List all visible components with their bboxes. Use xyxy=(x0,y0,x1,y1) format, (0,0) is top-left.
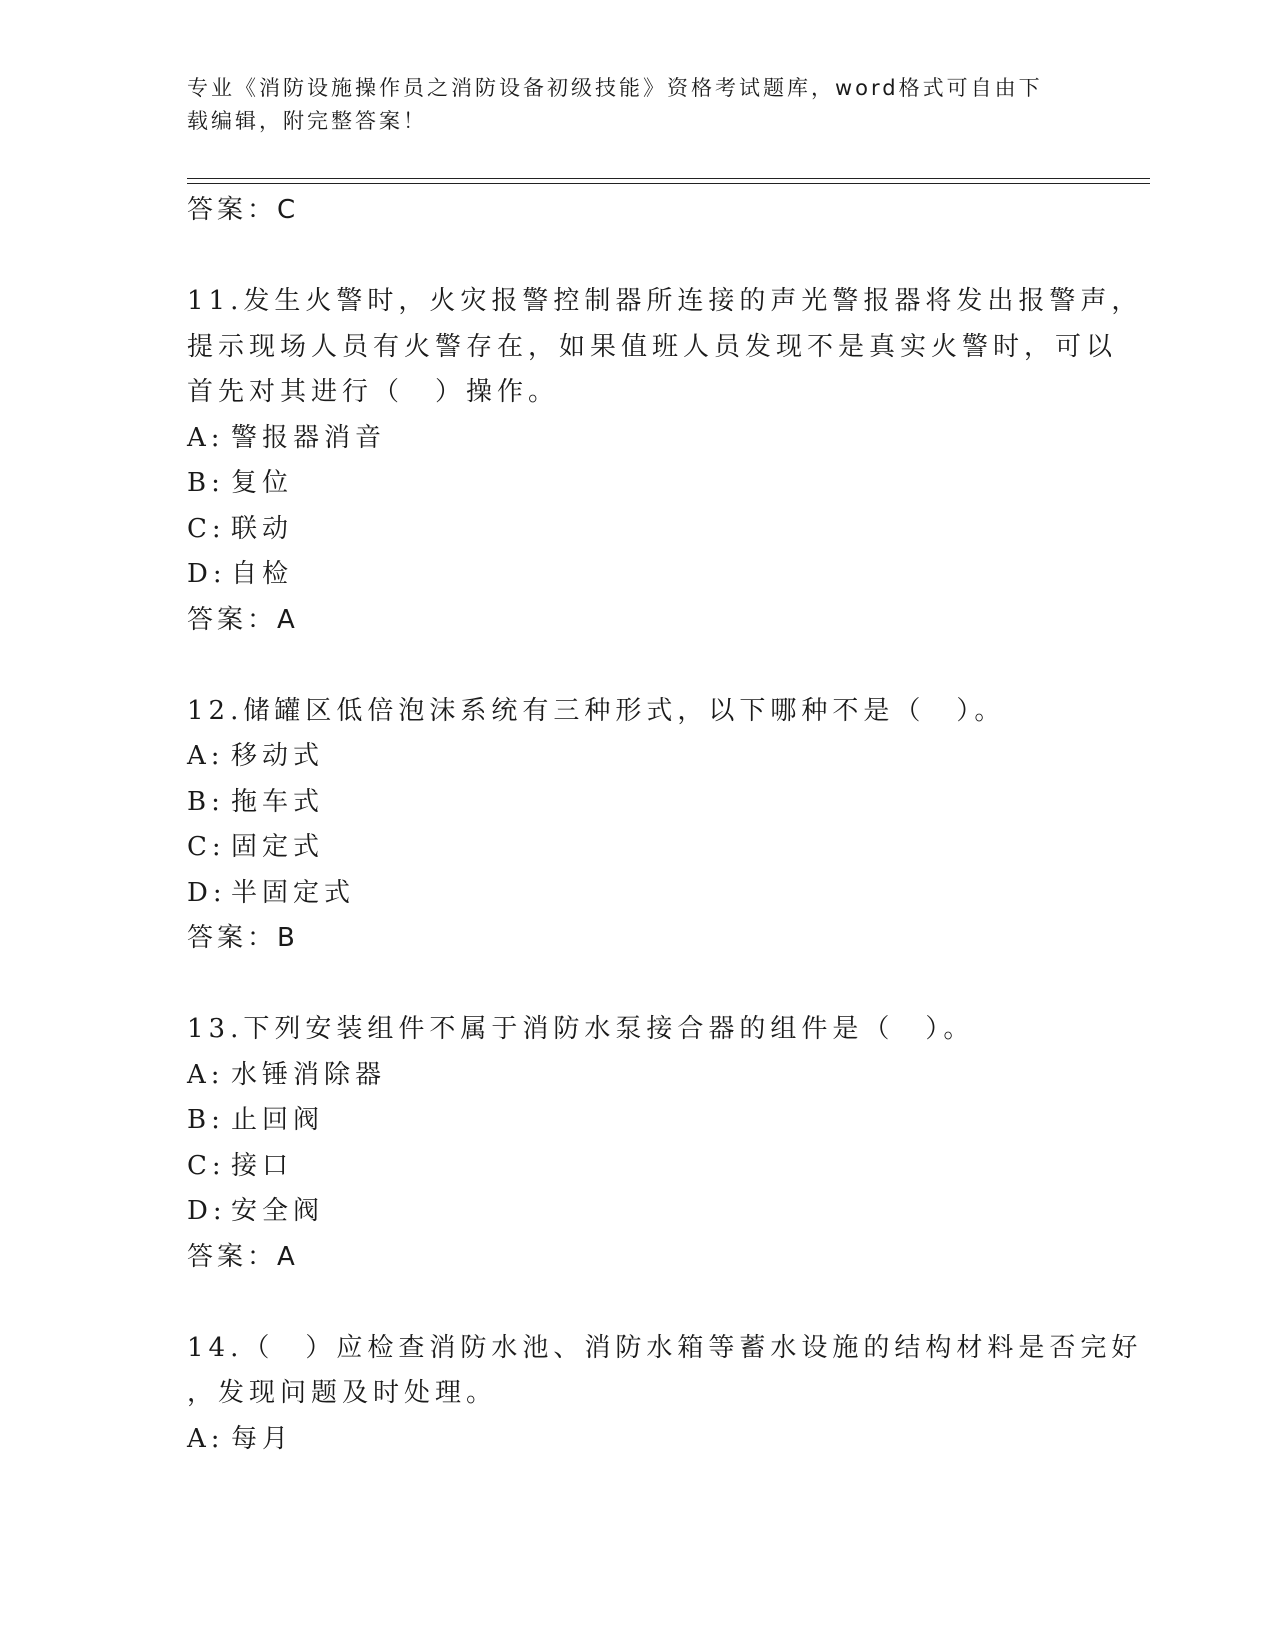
option-a xyxy=(187,1053,1087,1099)
option-key: B: xyxy=(187,1105,225,1135)
option-key: B: xyxy=(187,786,225,817)
option-b xyxy=(187,461,1087,507)
question-stem-line: 14.（ ）应检查消防水池、消防水箱等蓄水设施的结构材料是否完好 xyxy=(187,1332,1143,1363)
option-key: A: xyxy=(187,422,225,453)
option-text: 固定式 xyxy=(231,832,325,862)
option-text: 水锤消除器 xyxy=(231,1059,387,1090)
question-11 xyxy=(187,279,1143,643)
option-key: C: xyxy=(187,832,226,862)
option-text: 每月 xyxy=(231,1423,294,1454)
spacer xyxy=(187,643,1087,689)
option-a xyxy=(187,1417,1087,1463)
question-14 xyxy=(187,1326,1143,1463)
option-text: 复位 xyxy=(231,468,294,498)
header-note xyxy=(187,72,1087,138)
question-content xyxy=(187,188,1143,1462)
option-text: 拖车式 xyxy=(231,786,325,817)
question-stem-line: 11.发生火警时，火灾报警控制器所连接的声光警报器将发出报警声， xyxy=(187,286,1143,316)
option-a xyxy=(187,734,1087,780)
header-line-1: 专业《消防设施操作员之消防设备初级技能》资格考试题库，word格式可自由下 xyxy=(187,76,1043,100)
spacer xyxy=(187,234,1087,280)
question-stem-line: 首先对其进行（ ）操作。 xyxy=(187,377,560,407)
question-13 xyxy=(187,1007,1087,1280)
option-key: A: xyxy=(187,1423,225,1454)
option-key: A: xyxy=(187,741,225,771)
option-d xyxy=(187,1189,1087,1235)
previous-answer: 答案：C xyxy=(187,195,300,225)
option-text: 自检 xyxy=(231,559,294,589)
option-b xyxy=(187,1098,1087,1144)
option-text: 警报器消音 xyxy=(231,422,387,453)
option-text: 止回阀 xyxy=(231,1105,325,1135)
question-stem-line: 12.储罐区低倍泡沫系统有三种形式，以下哪种不是（ ）。 xyxy=(187,695,1006,726)
option-key: D: xyxy=(187,877,227,908)
option-text: 接口 xyxy=(231,1150,294,1181)
option-key: D: xyxy=(187,1196,227,1226)
option-d xyxy=(187,552,1087,598)
option-key: C: xyxy=(187,513,226,544)
question-stem-line: ，发现问题及时处理。 xyxy=(187,1378,498,1408)
option-c xyxy=(187,507,1087,553)
answer-line: 答案：A xyxy=(187,1241,299,1272)
option-c xyxy=(187,825,1087,871)
header-divider-bottom xyxy=(187,183,1150,184)
option-b xyxy=(187,780,1087,826)
option-d xyxy=(187,871,1087,917)
option-key: D: xyxy=(187,559,227,589)
answer-line: 答案：A xyxy=(187,604,299,635)
option-key: C: xyxy=(187,1150,226,1181)
question-stem-line: 13.下列安装组件不属于消防水泵接合器的组件是（ ）。 xyxy=(187,1014,975,1044)
header-line-2: 载编辑，附完整答案！ xyxy=(187,109,427,133)
spacer xyxy=(187,962,1087,1008)
spacer xyxy=(187,1280,1087,1326)
question-stem-line: 提示现场人员有火警存在，如果值班人员发现不是真实火警时，可以 xyxy=(187,331,1118,362)
option-c xyxy=(187,1144,1087,1190)
option-text: 联动 xyxy=(231,513,294,544)
option-a xyxy=(187,416,1087,462)
answer-line: 答案：B xyxy=(187,923,299,953)
option-text: 安全阀 xyxy=(231,1196,325,1226)
question-12 xyxy=(187,689,1087,962)
option-key: A: xyxy=(187,1059,225,1090)
header-divider-top xyxy=(187,178,1150,179)
option-text: 移动式 xyxy=(231,741,325,771)
option-text: 半固定式 xyxy=(231,877,356,908)
option-key: B: xyxy=(187,468,225,498)
